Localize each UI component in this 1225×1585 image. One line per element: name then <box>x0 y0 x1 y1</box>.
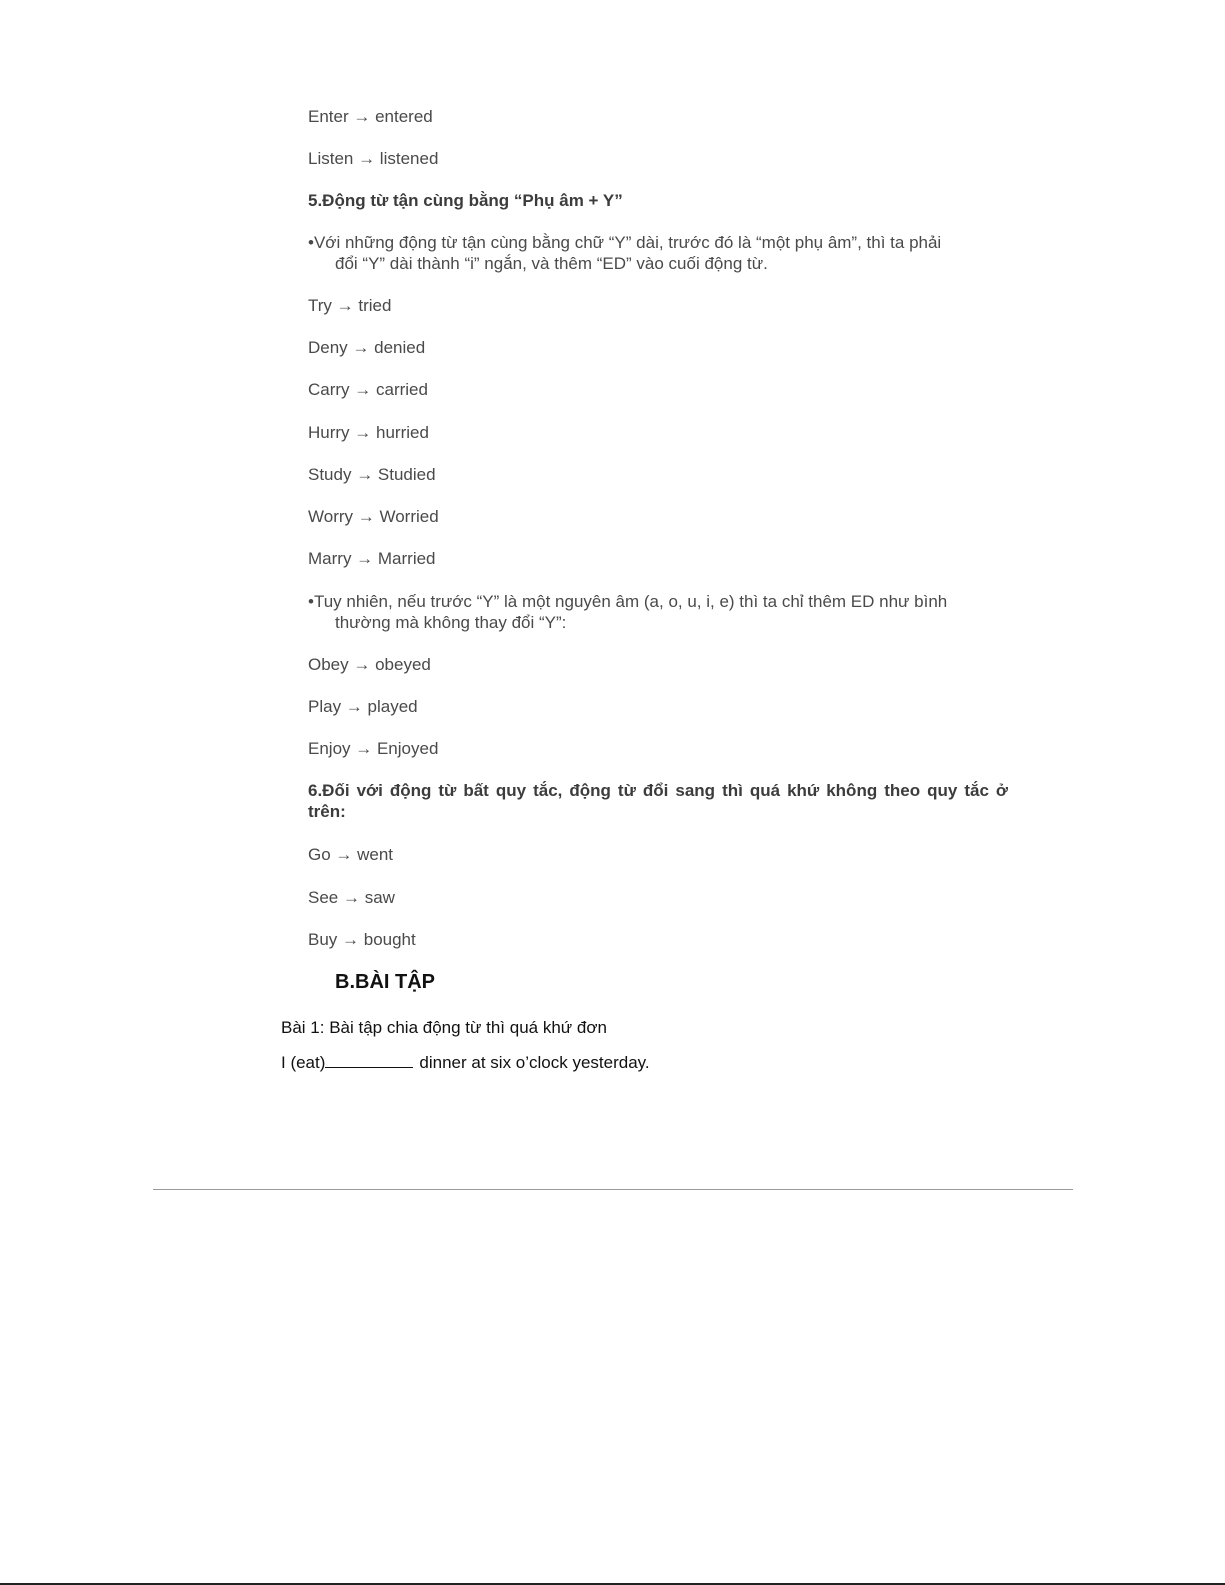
example-study: Study → Studied <box>308 465 436 484</box>
example-go: Go → went <box>308 845 394 864</box>
example-obey: Obey → obeyed <box>308 655 431 674</box>
answer-blank[interactable] <box>325 1053 413 1068</box>
example-buy: Buy → bought <box>308 930 416 949</box>
question-1-prefix: I (eat) <box>281 1053 326 1072</box>
heading-rule-6: 6.Đối với động từ bất quy tắc, động từ đổi sang thì quá khứ không theo quy tắc ở trên: <box>308 781 1008 821</box>
heading-rule-5: 5.Động từ tận cùng bằng “Phụ âm + Y” <box>308 191 623 210</box>
page-divider <box>153 1189 1073 1190</box>
section-title: B.BÀI TẬP <box>335 971 435 993</box>
example-try: Try → tried <box>308 296 392 315</box>
example-enter: Enter → entered <box>308 107 433 126</box>
example-hurry: Hurry → hurried <box>308 423 429 442</box>
example-listen: Listen → listened <box>308 149 439 168</box>
example-play: Play → played <box>308 697 418 716</box>
exercise-question-1 <box>281 1052 650 1073</box>
rule-5b-paragraph <box>308 591 1008 633</box>
rule-5-line-1: •Với những động từ tận cùng bằng chữ “Y” dài, trước đó là “một phụ âm”, thì ta phải <box>308 233 942 252</box>
example-marry: Marry → Married <box>308 549 436 568</box>
rule-5-line-2: đổi “Y” dài thành “i” ngắn, và thêm “ED” vào cuối động từ. <box>335 254 768 273</box>
rule-5b-line-2: thường mà không thay đổi “Y”: <box>335 613 567 632</box>
rule-5b-line-1: •Tuy nhiên, nếu trước “Y” là một nguyên âm (a, o, u, i, e) thì ta chỉ thêm ED như bình <box>308 592 948 611</box>
example-deny: Deny → denied <box>308 338 426 357</box>
question-1-suffix: dinner at six o’clock yesterday. <box>419 1053 650 1072</box>
rule-5-paragraph <box>308 232 1008 274</box>
example-worry: Worry → Worried <box>308 507 439 526</box>
example-carry: Carry → carried <box>308 380 428 399</box>
example-see: See → saw <box>308 888 395 907</box>
exercise-title: Bài 1: Bài tập chia động từ thì quá khứ đơn <box>281 1018 607 1037</box>
example-enjoy: Enjoy → Enjoyed <box>308 739 439 758</box>
